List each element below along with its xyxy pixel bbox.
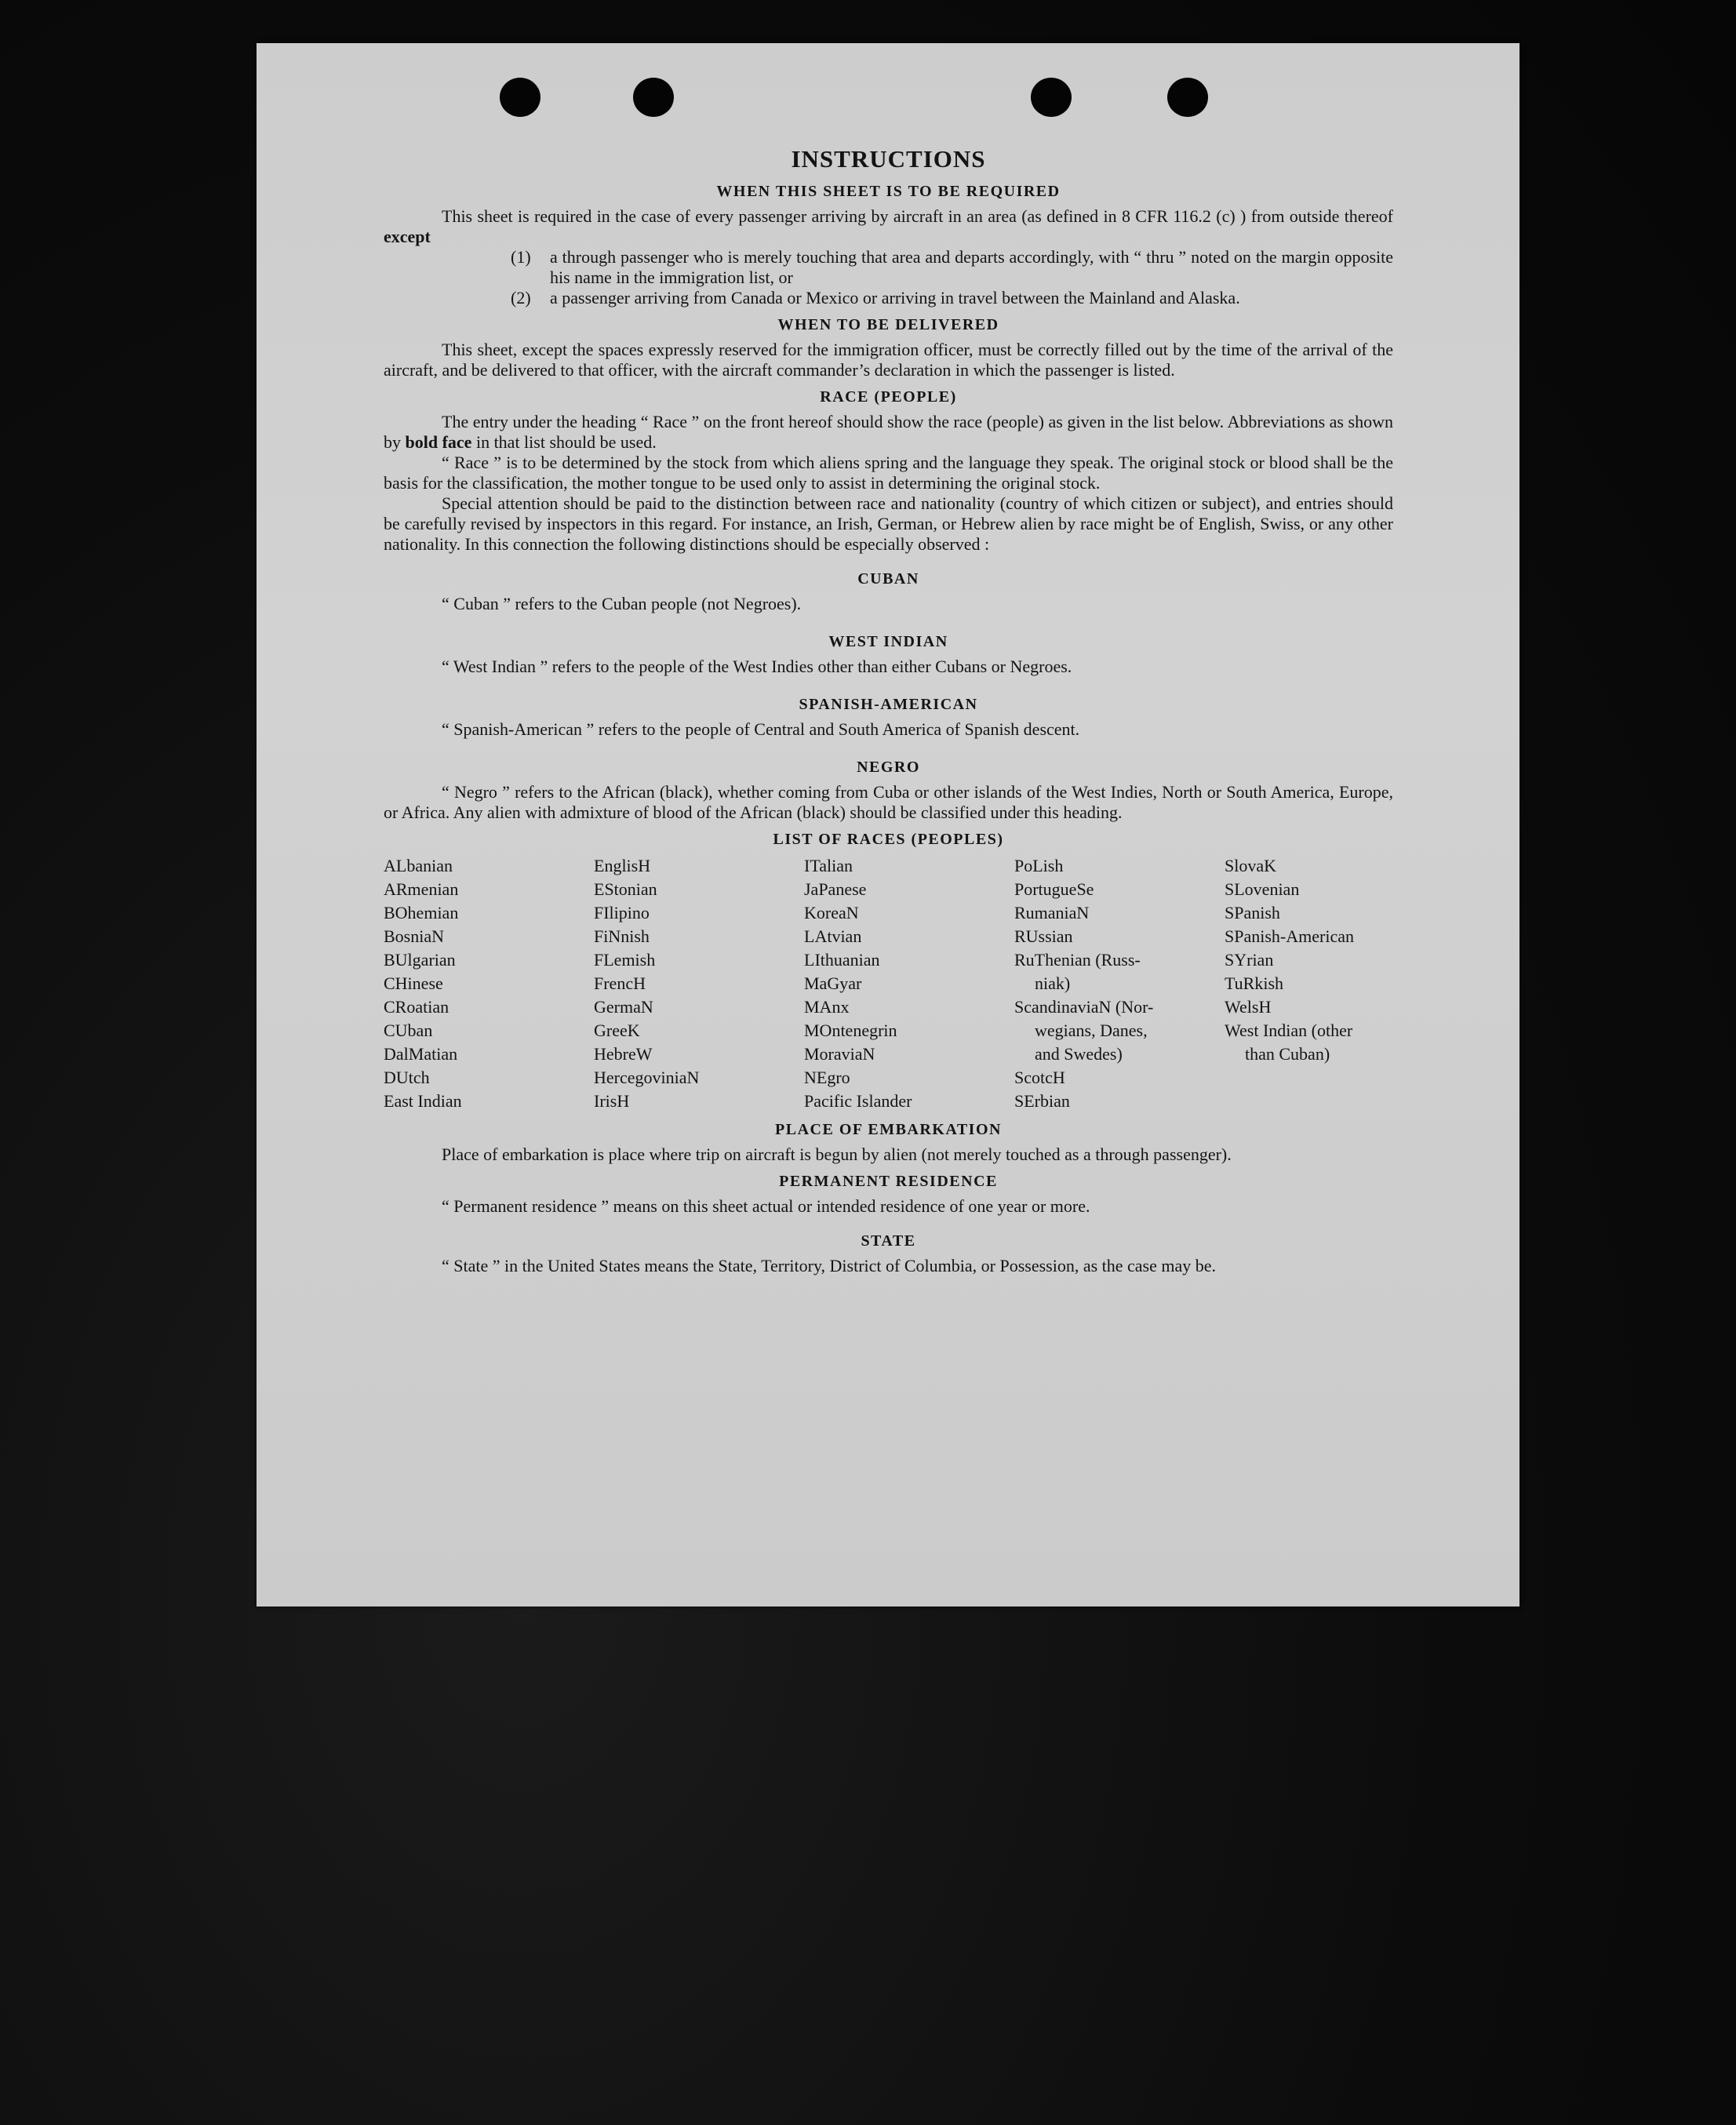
race-column — [1014, 854, 1225, 1113]
race-item: ALbanian — [384, 856, 453, 876]
race-column — [384, 854, 594, 1113]
cuban-text: “ Cuban ” refers to the Cuban people (not Negroes). — [442, 594, 802, 614]
race-item: SPanish-American — [1225, 926, 1354, 947]
race-item: West Indian (other — [1225, 1021, 1353, 1041]
race-item: DUtch — [384, 1068, 430, 1088]
race-item: ARmenian — [384, 879, 459, 900]
race-item: RuThenian (Russ- — [1014, 950, 1141, 970]
race-item: SlovaK — [1225, 856, 1276, 876]
race-item: CUban — [384, 1021, 433, 1041]
race-item: BosniaN — [384, 926, 444, 947]
punch-hole — [633, 78, 674, 117]
place-of-embarkation-text: Place of embarkation is place where trip on aircraft is begun by alien (not merely touched as a through passenger). — [442, 1144, 1232, 1165]
heading-cuban: CUBAN — [857, 570, 919, 588]
state-text: “ State ” in the United States means the State, Territory, District of Columbia, or Possession, as the case may be. — [442, 1256, 1217, 1276]
west-indian-text: “ West Indian ” refers to the people of the West Indies other than either Cubans or Negroes. — [442, 657, 1072, 677]
spanish-american-text: “ Spanish-American ” refers to the people of Central and South America of Spanish descent. — [442, 719, 1080, 740]
race-item: GreeK — [594, 1021, 640, 1041]
race-item: MAnx — [804, 997, 850, 1017]
punch-hole — [500, 78, 540, 117]
race-paragraph: “ Race ” is to be determined by the stock from which aliens spring and the language they speak. The original stock or blood shall be the basis for the classification, the mother tongue to be used only to assist in determining the original stock. — [384, 453, 1393, 493]
punch-hole — [1031, 78, 1072, 117]
heading-when-delivered: WHEN TO BE DELIVERED — [777, 316, 999, 334]
race-item: SYrian — [1225, 950, 1274, 970]
race-item: EStonian — [594, 879, 657, 900]
race-item-continued: than Cuban) — [1245, 1044, 1330, 1064]
race-item: PortugueSe — [1014, 879, 1094, 900]
race-item: SErbian — [1014, 1091, 1070, 1112]
race-item: East Indian — [384, 1091, 462, 1112]
negro-text: “ Negro ” refers to the African (black), whether coming from Cuba or other islands of the West Indies, North or South America, Europe, or Africa. Any alien with admixture of blood of the African (black) should be classified under this heading. — [384, 782, 1393, 823]
race-item: GermaN — [594, 997, 653, 1017]
race-item: BOhemian — [384, 903, 459, 923]
race-item: DalMatian — [384, 1044, 458, 1064]
heading-negro: NEGRO — [857, 759, 920, 777]
exception-item: (2) a passenger arriving from Canada or Mexico or arriving in travel between the Mainland and Alaska. — [511, 288, 1240, 308]
document-title: INSTRUCTIONS — [791, 145, 986, 173]
race-item-continued: niak) — [1035, 973, 1071, 994]
race-item: JaPanese — [804, 879, 867, 900]
when-required-intro: This sheet is required in the case of every passenger arriving by aircraft in an area (as defined in 8 CFR 116.2 (c) ) from outside thereof except — [384, 206, 1393, 247]
race-item: FrencH — [594, 973, 646, 994]
race-item: NEgro — [804, 1068, 850, 1088]
race-item: LIthuanian — [804, 950, 880, 970]
race-item: SPanish — [1225, 903, 1280, 923]
race-item: SLovenian — [1225, 879, 1300, 900]
race-item: Pacific Islander — [804, 1091, 912, 1112]
race-item: MOntenegrin — [804, 1021, 897, 1041]
instructions-content — [384, 144, 1393, 1276]
heading-race: RACE (PEOPLE) — [820, 388, 957, 406]
race-item: WelsH — [1225, 997, 1272, 1017]
race-item-continued: wegians, Danes, — [1035, 1021, 1148, 1041]
race-item: PoLish — [1014, 856, 1064, 876]
race-column — [804, 854, 1014, 1113]
race-item: TuRkish — [1225, 973, 1284, 994]
race-item: KoreaN — [804, 903, 859, 923]
race-item: ScandinaviaN (Nor- — [1014, 997, 1154, 1017]
heading-when-required: WHEN THIS SHEET IS TO BE REQUIRED — [716, 183, 1061, 201]
heading-place-of-embarkation: PLACE OF EMBARKATION — [775, 1121, 1002, 1139]
race-item-continued: and Swedes) — [1035, 1044, 1123, 1064]
race-item: FLemish — [594, 950, 656, 970]
heading-state: STATE — [861, 1232, 916, 1250]
race-item: HercegoviniaN — [594, 1068, 700, 1088]
race-item: BUlgarian — [384, 950, 456, 970]
race-paragraph: The entry under the heading “ Race ” on the front hereof should show the race (people) as given in the list below. Abbreviations as shown by bold face in that list should be used. — [384, 412, 1393, 453]
heading-west-indian: WEST INDIAN — [828, 633, 948, 651]
instruction-sheet — [257, 43, 1519, 1606]
race-paragraph: Special attention should be paid to the distinction between race and nationality (country of which citizen or subject), and entries should be carefully revised by inspectors in this regard. For instance, an Irish, German, or Hebrew alien by race might be of English, Swiss, or any other nationality. In this connection the following distinctions should be especially observed : — [384, 493, 1393, 555]
race-item: ITalian — [804, 856, 853, 876]
race-item: IrisH — [594, 1091, 630, 1112]
permanent-residence-text: “ Permanent residence ” means on this sheet actual or intended residence of one year or more. — [442, 1196, 1090, 1217]
race-item: ScotcH — [1014, 1068, 1065, 1088]
race-item: HebreW — [594, 1044, 653, 1064]
race-item: FiNnish — [594, 926, 650, 947]
heading-permanent-residence: PERMANENT RESIDENCE — [779, 1173, 998, 1191]
race-column — [1225, 854, 1393, 1113]
punch-hole — [1167, 78, 1208, 117]
when-delivered-text: This sheet, except the spaces expressly reserved for the immigration officer, must be correctly filled out by the time of the arrival of the aircraft, and be delivered to that officer, with the aircraft commander’s declaration in which the passenger is listed. — [384, 340, 1393, 380]
race-list — [384, 854, 1393, 1113]
race-item: CHinese — [384, 973, 443, 994]
race-item: MoraviaN — [804, 1044, 875, 1064]
race-item: RumaniaN — [1014, 903, 1090, 923]
race-item: CRoatian — [384, 997, 449, 1017]
race-item: EnglisH — [594, 856, 651, 876]
race-item: MaGyar — [804, 973, 862, 994]
exception-item: (1) a through passenger who is merely touching that area and departs accordingly, with “ thru ” noted on the margin opposite his name in the immigration list, or — [511, 247, 1393, 288]
race-item: RUssian — [1014, 926, 1073, 947]
heading-list-of-races: LIST OF RACES (PEOPLES) — [773, 831, 1004, 849]
race-item: LAtvian — [804, 926, 862, 947]
race-column — [594, 854, 804, 1113]
heading-spanish-american: SPANISH-AMERICAN — [799, 696, 978, 714]
race-item: FIlipino — [594, 903, 650, 923]
